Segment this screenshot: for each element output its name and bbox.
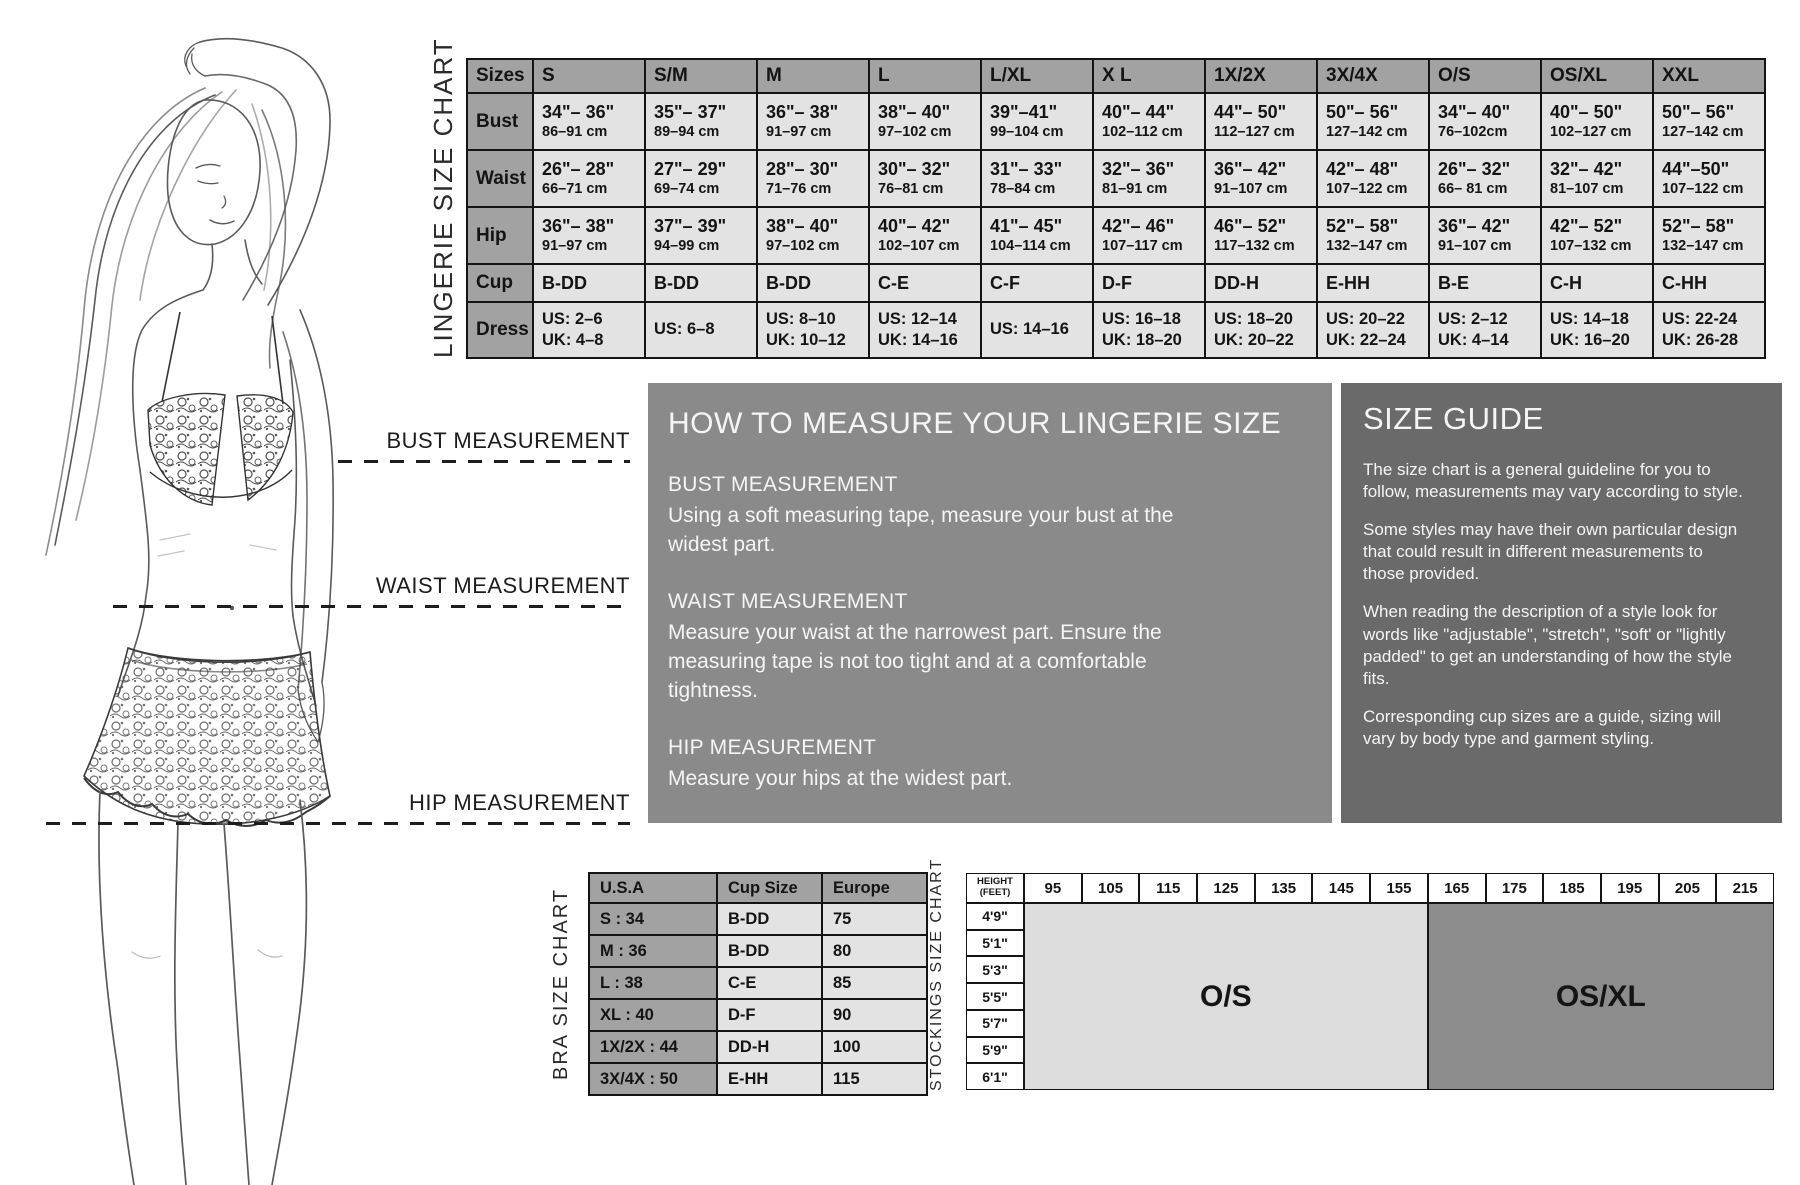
bust-cell: 40"– 44" 102–112 cm bbox=[1093, 93, 1205, 150]
bra-size-chart-label: BRA SIZE CHART bbox=[550, 887, 572, 1081]
dress-cell: US: 12–14 UK: 14–16 bbox=[869, 302, 981, 358]
bra-eu-cell: 100 bbox=[822, 1031, 927, 1063]
hip-cell: 37"– 39" 94–99 cm bbox=[645, 207, 757, 264]
waist-cell: 31"– 33" 78–84 cm bbox=[981, 150, 1093, 207]
stockings-header-row bbox=[966, 873, 1774, 903]
height-row-label: 5'7" bbox=[966, 1010, 1024, 1037]
bust-cell: 36"– 38" 91–97 cm bbox=[757, 93, 869, 150]
cup-cell: C-H bbox=[1541, 264, 1653, 302]
bra-cup-cell: B-DD bbox=[717, 935, 822, 967]
row-header-waist: Waist bbox=[467, 150, 533, 207]
corner-header: Sizes bbox=[467, 59, 533, 93]
bra-eu-cell: 85 bbox=[822, 967, 927, 999]
waist-measurement-label: WAIST MEASUREMENT bbox=[375, 573, 630, 598]
bust-cell: 38"– 40" 97–102 cm bbox=[869, 93, 981, 150]
bust-cell: 40"– 50" 102–127 cm bbox=[1541, 93, 1653, 150]
height-row-label: 5'5" bbox=[966, 983, 1024, 1010]
dress-cell: US: 14–18 UK: 16–20 bbox=[1541, 302, 1653, 358]
row-header-bust: Bust bbox=[467, 93, 533, 150]
weight-col-header: 145 bbox=[1312, 873, 1370, 903]
bust-cell: 34"– 36" 86–91 cm bbox=[533, 93, 645, 150]
table-row bbox=[467, 59, 1765, 93]
dress-cell: US: 2–12 UK: 4–14 bbox=[1429, 302, 1541, 358]
weight-col-header: 215 bbox=[1716, 873, 1774, 903]
stockings-size-table bbox=[966, 873, 1774, 1090]
cup-cell: C-HH bbox=[1653, 264, 1765, 302]
table-row-hip bbox=[467, 207, 1765, 264]
size-col-header: OS/XL bbox=[1541, 59, 1653, 93]
hip-cell: 46"– 52" 117–132 cm bbox=[1205, 207, 1317, 264]
weight-col-header: 185 bbox=[1543, 873, 1601, 903]
weight-col-header: 165 bbox=[1428, 873, 1486, 903]
measure-section-bust: BUST MEASUREMENT Using a soft measuring tape, measure your bust at the widest part. bbox=[668, 473, 1174, 556]
weight-col-header: 155 bbox=[1370, 873, 1428, 903]
waist-cell: 36"– 42" 91–107 cm bbox=[1205, 150, 1317, 207]
row-header-cup: Cup bbox=[467, 264, 533, 302]
dress-cell: US: 8–10 UK: 10–12 bbox=[757, 302, 869, 358]
waist-cell: 32"– 42" 81–107 cm bbox=[1541, 150, 1653, 207]
height-rows bbox=[966, 903, 1024, 1090]
measure-section-hip: HIP MEASUREMENT Measure your hips at the widest part. bbox=[668, 735, 1013, 790]
bust-dashed-line bbox=[338, 460, 630, 463]
table-row bbox=[589, 1031, 927, 1063]
weight-col-header: 175 bbox=[1486, 873, 1544, 903]
size-col-header: 1X/2X bbox=[1205, 59, 1317, 93]
hip-measurement-label: HIP MEASUREMENT bbox=[408, 790, 630, 815]
height-row-label: 5'1" bbox=[966, 930, 1024, 957]
bra-header-europe: Europe bbox=[822, 873, 927, 903]
size-col-header: 3X/4X bbox=[1317, 59, 1429, 93]
bra-header-cup: Cup Size bbox=[717, 873, 822, 903]
hip-cell: 52"– 58" 132–147 cm bbox=[1653, 207, 1765, 264]
weight-col-header: 135 bbox=[1255, 873, 1313, 903]
how-to-measure-panel bbox=[648, 383, 1332, 823]
waist-cell: 30"– 32" 76–81 cm bbox=[869, 150, 981, 207]
bra-eu-cell: 115 bbox=[822, 1063, 927, 1095]
size-col-header: X L bbox=[1093, 59, 1205, 93]
hip-cell: 36"– 38" 91–97 cm bbox=[533, 207, 645, 264]
hip-cell: 42"– 52" 107–132 cm bbox=[1541, 207, 1653, 264]
bra-eu-cell: 90 bbox=[822, 999, 927, 1031]
dress-cell: US: 22-24 UK: 26-28 bbox=[1653, 302, 1765, 358]
hip-dashed-line bbox=[46, 822, 630, 825]
weight-col-header: 125 bbox=[1197, 873, 1255, 903]
dress-cell: US: 20–22 UK: 22–24 bbox=[1317, 302, 1429, 358]
bra-eu-cell: 75 bbox=[822, 903, 927, 935]
table-row bbox=[589, 873, 927, 903]
bra-usa-cell: M : 36 bbox=[589, 935, 717, 967]
lingerie-size-table bbox=[466, 58, 1766, 359]
how-to-measure-title: HOW TO MEASURE YOUR LINGERIE SIZE bbox=[668, 407, 1282, 440]
waist-dashed-line bbox=[113, 605, 630, 608]
size-col-header: L bbox=[869, 59, 981, 93]
weight-col-header: 205 bbox=[1659, 873, 1717, 903]
table-row-cup bbox=[467, 264, 1765, 302]
hip-cell: 42"– 46" 107–117 cm bbox=[1093, 207, 1205, 264]
size-guide-paragraph: The size chart is a general guideline for you to follow, measurements may vary according to style. bbox=[1363, 460, 1743, 502]
hip-cell: 41"– 45" 104–114 cm bbox=[981, 207, 1093, 264]
weight-col-header: 95 bbox=[1024, 873, 1082, 903]
bust-cell: 50"– 56" 127–142 cm bbox=[1653, 93, 1765, 150]
bra-usa-cell: XL : 40 bbox=[589, 999, 717, 1031]
bust-cell: 50"– 56" 127–142 cm bbox=[1317, 93, 1429, 150]
dress-cell: US: 18–20 UK: 20–22 bbox=[1205, 302, 1317, 358]
waist-cell: 44"–50" 107–122 cm bbox=[1653, 150, 1765, 207]
bra-usa-cell: S : 34 bbox=[589, 903, 717, 935]
waist-cell: 26"– 32" 66– 81 cm bbox=[1429, 150, 1541, 207]
bra-cup-cell: E-HH bbox=[717, 1063, 822, 1095]
cup-cell: B-DD bbox=[757, 264, 869, 302]
weight-col-header: 105 bbox=[1082, 873, 1140, 903]
table-row bbox=[589, 935, 927, 967]
size-guide-panel bbox=[1341, 383, 1782, 823]
cup-cell: C-F bbox=[981, 264, 1093, 302]
bra-cup-cell: DD-H bbox=[717, 1031, 822, 1063]
height-feet-header: HEIGHT (FEET) bbox=[966, 873, 1024, 903]
size-guide-paragraph: Some styles may have their own particular design that could result in different measurements to those provided. bbox=[1363, 520, 1738, 584]
osxl-region-cell: OS/XL bbox=[1428, 903, 1774, 1090]
waist-cell: 42"– 48" 107–122 cm bbox=[1317, 150, 1429, 207]
cup-cell: E-HH bbox=[1317, 264, 1429, 302]
cup-cell: B-DD bbox=[533, 264, 645, 302]
bust-cell: 44"– 50" 112–127 cm bbox=[1205, 93, 1317, 150]
stockings-size-chart-label: STOCKINGS SIZE CHART bbox=[928, 857, 945, 1091]
size-guide-paragraph: When reading the description of a style look for words like "adjustable", "stretch", "soft' or "lightly padded" to get an understanding of how the style fits. bbox=[1363, 602, 1732, 688]
table-row bbox=[589, 903, 927, 935]
size-col-header: L/XL bbox=[981, 59, 1093, 93]
height-row-label: 4'9" bbox=[966, 903, 1024, 930]
bust-measurement-label: BUST MEASUREMENT bbox=[386, 428, 630, 453]
weight-col-header: 115 bbox=[1139, 873, 1197, 903]
height-row-label: 5'9" bbox=[966, 1037, 1024, 1064]
size-col-header: XXL bbox=[1653, 59, 1765, 93]
bust-cell: 39"–41" 99–104 cm bbox=[981, 93, 1093, 150]
cup-cell: B-E bbox=[1429, 264, 1541, 302]
dress-cell: US: 14–16 bbox=[981, 302, 1093, 358]
lingerie-size-chart-label: LINGERIE SIZE CHART bbox=[428, 37, 458, 358]
waist-cell: 32"– 36" 81–91 cm bbox=[1093, 150, 1205, 207]
size-col-header: S/M bbox=[645, 59, 757, 93]
weight-col-header: 195 bbox=[1601, 873, 1659, 903]
table-row-dress bbox=[467, 302, 1765, 358]
bra-usa-cell: L : 38 bbox=[589, 967, 717, 999]
row-header-dress: Dress bbox=[467, 302, 533, 358]
bra-usa-cell: 3X/4X : 50 bbox=[589, 1063, 717, 1095]
size-guide-title: SIZE GUIDE bbox=[1363, 401, 1544, 436]
os-region-cell: O/S bbox=[1024, 903, 1428, 1090]
table-row bbox=[589, 999, 927, 1031]
table-row bbox=[589, 1063, 927, 1095]
measure-section-waist: WAIST MEASUREMENT Measure your waist at the narrowest part. Ensure the measuring tape is not too tight and at a comfortable tightness. bbox=[668, 589, 1162, 702]
bra-cup-cell: B-DD bbox=[717, 903, 822, 935]
bust-cell: 35"– 37" 89–94 cm bbox=[645, 93, 757, 150]
bust-cell: 34"– 40" 76–102cm bbox=[1429, 93, 1541, 150]
cup-cell: DD-H bbox=[1205, 264, 1317, 302]
dress-cell: US: 16–18 UK: 18–20 bbox=[1093, 302, 1205, 358]
bra-cup-cell: D-F bbox=[717, 999, 822, 1031]
hip-cell: 38"– 40" 97–102 cm bbox=[757, 207, 869, 264]
hip-cell: 36"– 42" 91–107 cm bbox=[1429, 207, 1541, 264]
cup-cell: D-F bbox=[1093, 264, 1205, 302]
stockings-body bbox=[966, 903, 1774, 1090]
dress-cell: US: 2–6 UK: 4–8 bbox=[533, 302, 645, 358]
size-col-header: S bbox=[533, 59, 645, 93]
bra-usa-cell: 1X/2X : 44 bbox=[589, 1031, 717, 1063]
height-row-label: 5'3" bbox=[966, 956, 1024, 983]
size-col-header: M bbox=[757, 59, 869, 93]
bra-cup-cell: C-E bbox=[717, 967, 822, 999]
hip-cell: 40"– 42" 102–107 cm bbox=[869, 207, 981, 264]
table-row-bust bbox=[467, 93, 1765, 150]
bra-header-usa: U.S.A bbox=[589, 873, 717, 903]
dress-cell: US: 6–8 bbox=[645, 302, 757, 358]
cup-cell: B-DD bbox=[645, 264, 757, 302]
cup-cell: C-E bbox=[869, 264, 981, 302]
bra-eu-cell: 80 bbox=[822, 935, 927, 967]
waist-cell: 26"– 28" 66–71 cm bbox=[533, 150, 645, 207]
size-guide-paragraph: Corresponding cup sizes are a guide, sizing will vary by body type and garment styling. bbox=[1363, 706, 1722, 748]
table-row-waist bbox=[467, 150, 1765, 207]
waist-cell: 28"– 30" 71–76 cm bbox=[757, 150, 869, 207]
hip-cell: 52"– 58" 132–147 cm bbox=[1317, 207, 1429, 264]
bra-size-table bbox=[588, 872, 928, 1096]
size-col-header: O/S bbox=[1429, 59, 1541, 93]
waist-cell: 27"– 29" 69–74 cm bbox=[645, 150, 757, 207]
table-row bbox=[589, 967, 927, 999]
height-row-label: 6'1" bbox=[966, 1063, 1024, 1090]
row-header-hip: Hip bbox=[467, 207, 533, 264]
